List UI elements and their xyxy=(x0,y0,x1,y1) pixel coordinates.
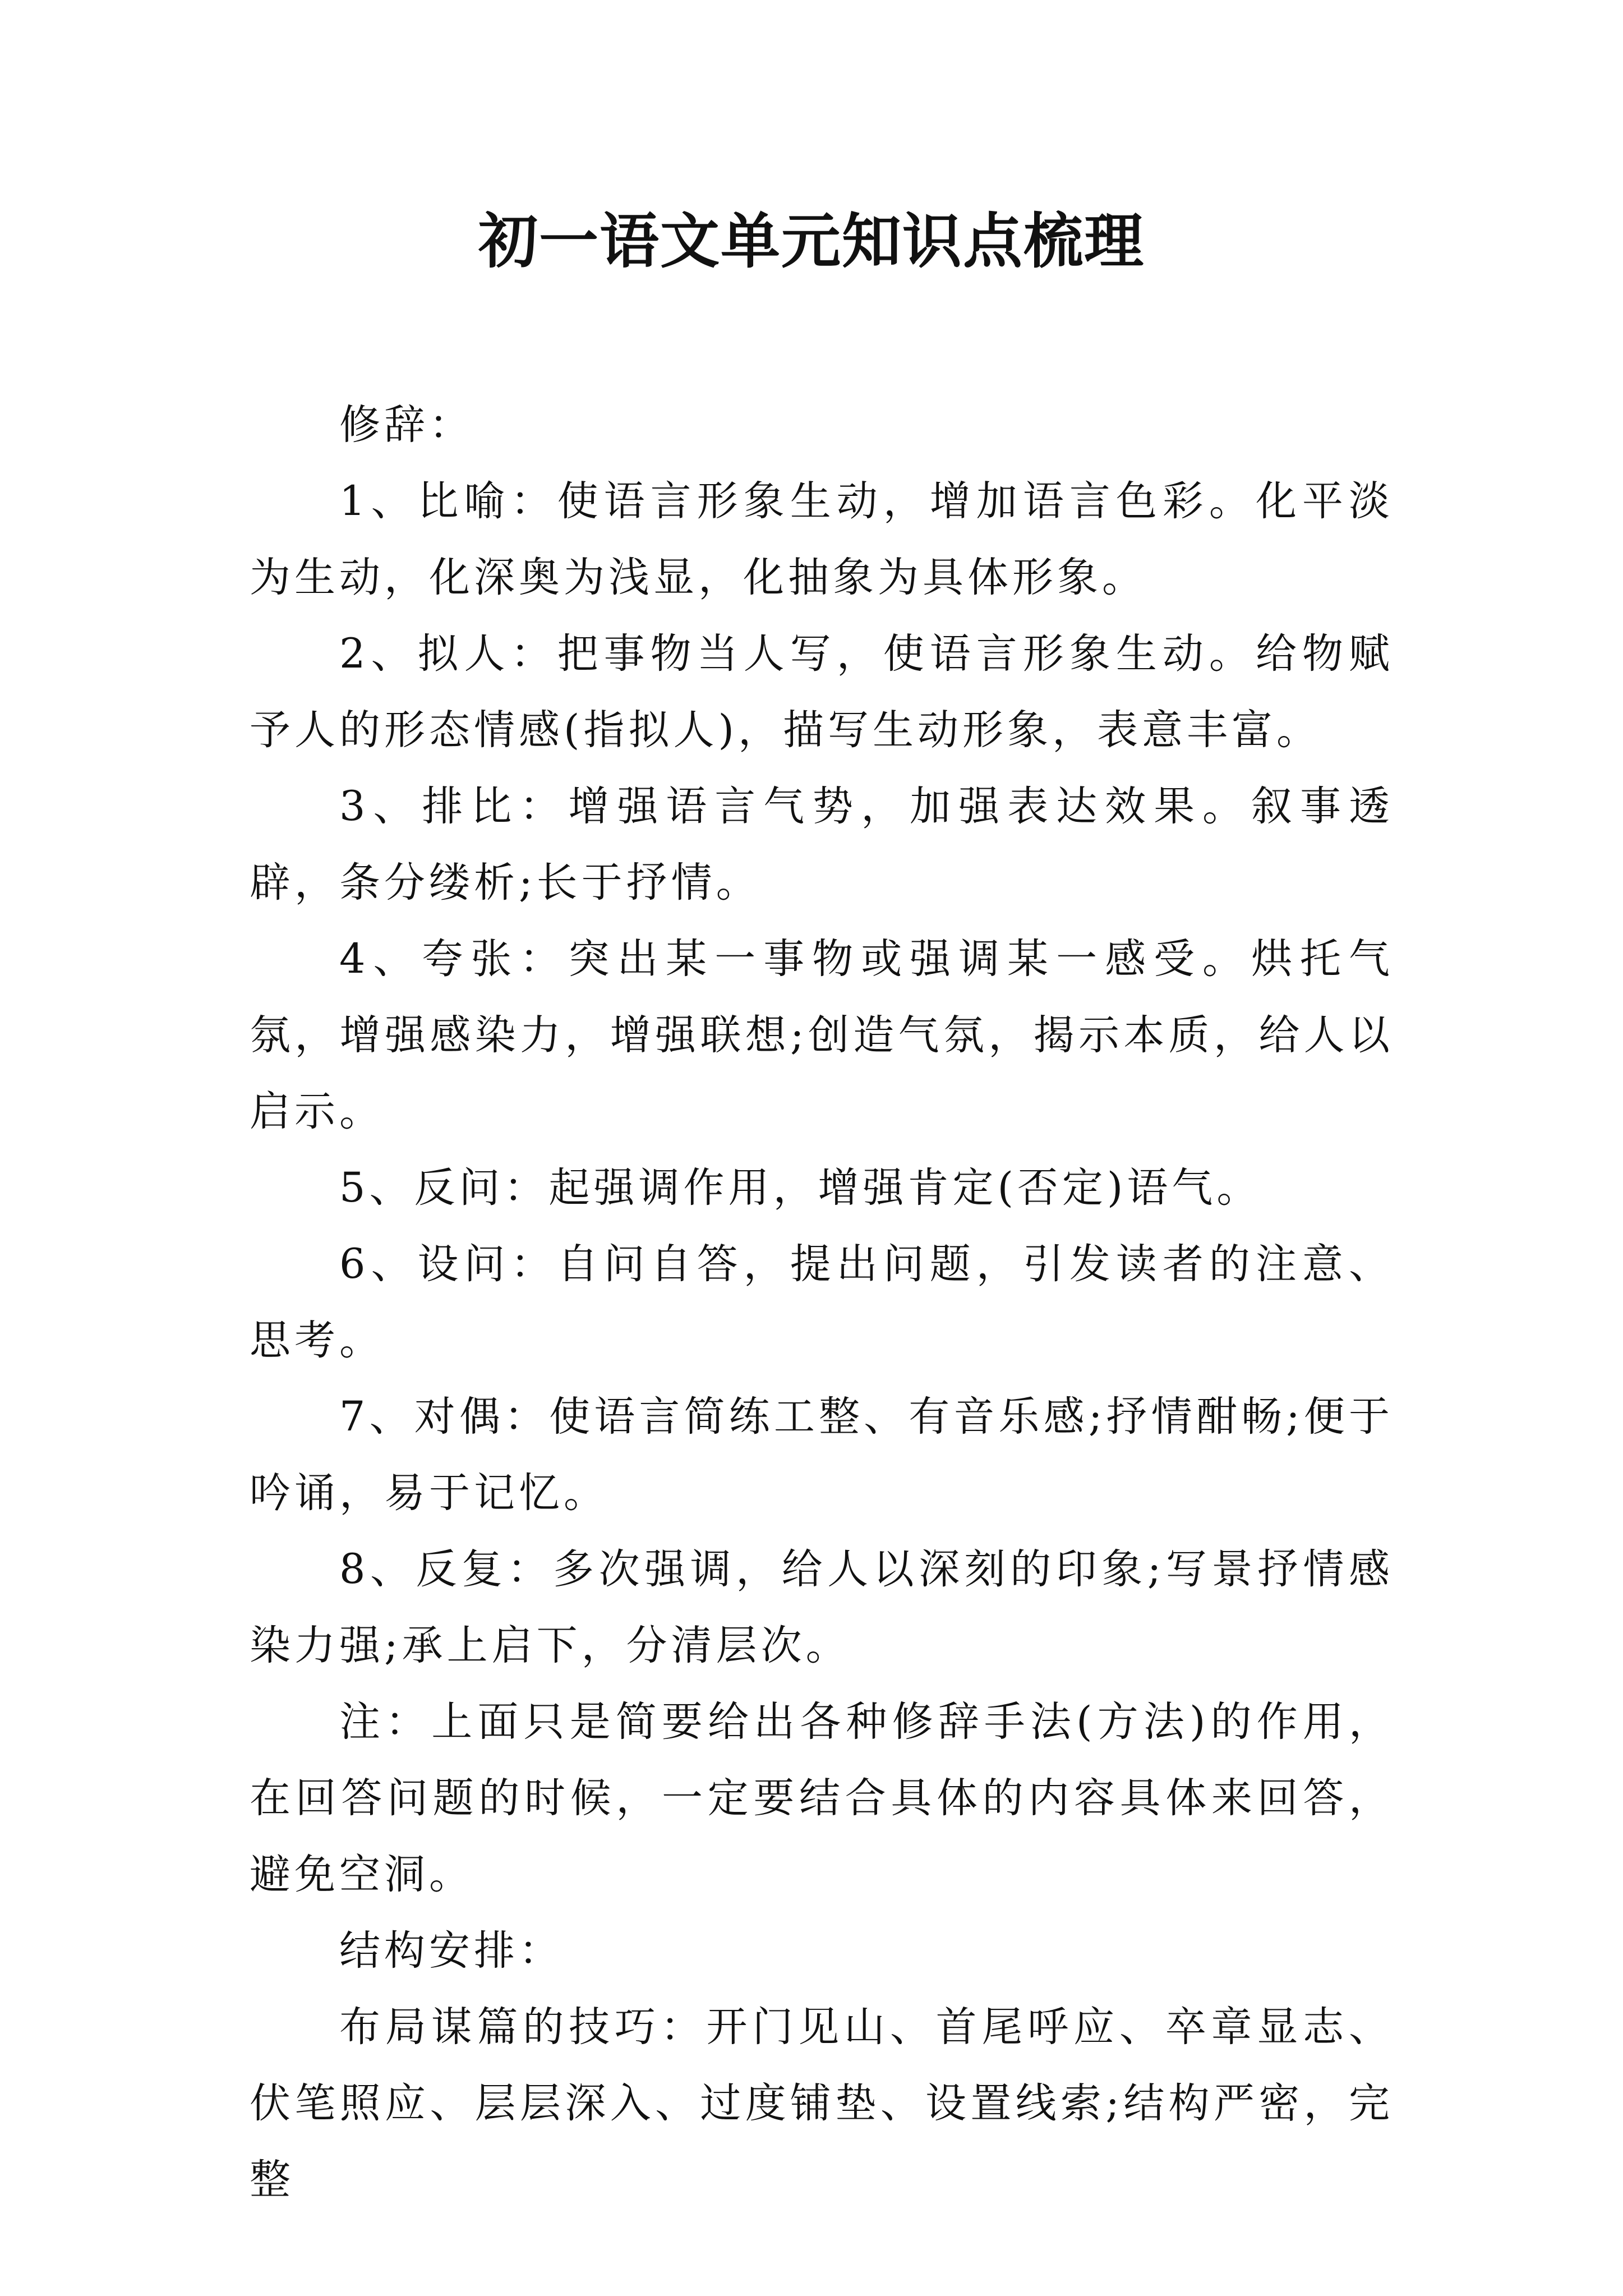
document-title: 初一语文单元知识点梳理 xyxy=(478,206,1145,276)
section-heading-rhetoric: 修辞： xyxy=(339,401,474,449)
paragraph-antithesis: 7、对偶：使语言简练工整、有音乐感;抒情酣畅;便于吟诵，易于记忆。 xyxy=(250,1393,1394,1517)
document-body xyxy=(250,387,1394,2218)
paragraph-metaphor: 1、比喻：使语言形象生动，增加语言色彩。化平淡为生动，化深奥为浅显，化抽象为具体形象。 xyxy=(250,477,1394,601)
paragraph-parallelism: 3、排比：增强语言气势，加强表达效果。叙事透辟，条分缕析;长于抒情。 xyxy=(250,783,1394,907)
paragraph-layout-techniques: 布局谋篇的技巧：开门见山、首尾呼应、卒章显志、伏笔照应、层层深入、过度铺垫、设置线索;结构严密，完整 xyxy=(250,2003,1394,2203)
paragraph-self-question: 6、设问：自问自答，提出问题，引发读者的注意、思考。 xyxy=(250,1240,1394,1364)
paragraph-note: 注：上面只是简要给出各种修辞手法(方法)的作用，在回答问题的时候，一定要结合具体的内容具体来回答，避免空洞。 xyxy=(250,1698,1394,1898)
paragraph-rhetorical-question: 5、反问：起强调作用，增强肯定(否定)语气。 xyxy=(339,1164,1262,1212)
paragraph-repetition: 8、反复：多次强调，给人以深刻的印象;写景抒情感染力强;承上启下，分清层次。 xyxy=(250,1545,1394,1669)
paragraph-hyperbole: 4、夸张：突出某一事物或强调某一感受。烘托气氛，增强感染力，增强联想;创造气氛，揭示本质，给人以启示。 xyxy=(250,935,1394,1135)
paragraph-personification: 2、拟人：把事物当人写，使语言形象生动。给物赋予人的形态情感(指拟人)，描写生动形象，表意丰富。 xyxy=(250,630,1394,754)
section-heading-structure: 结构安排： xyxy=(339,1927,564,1975)
